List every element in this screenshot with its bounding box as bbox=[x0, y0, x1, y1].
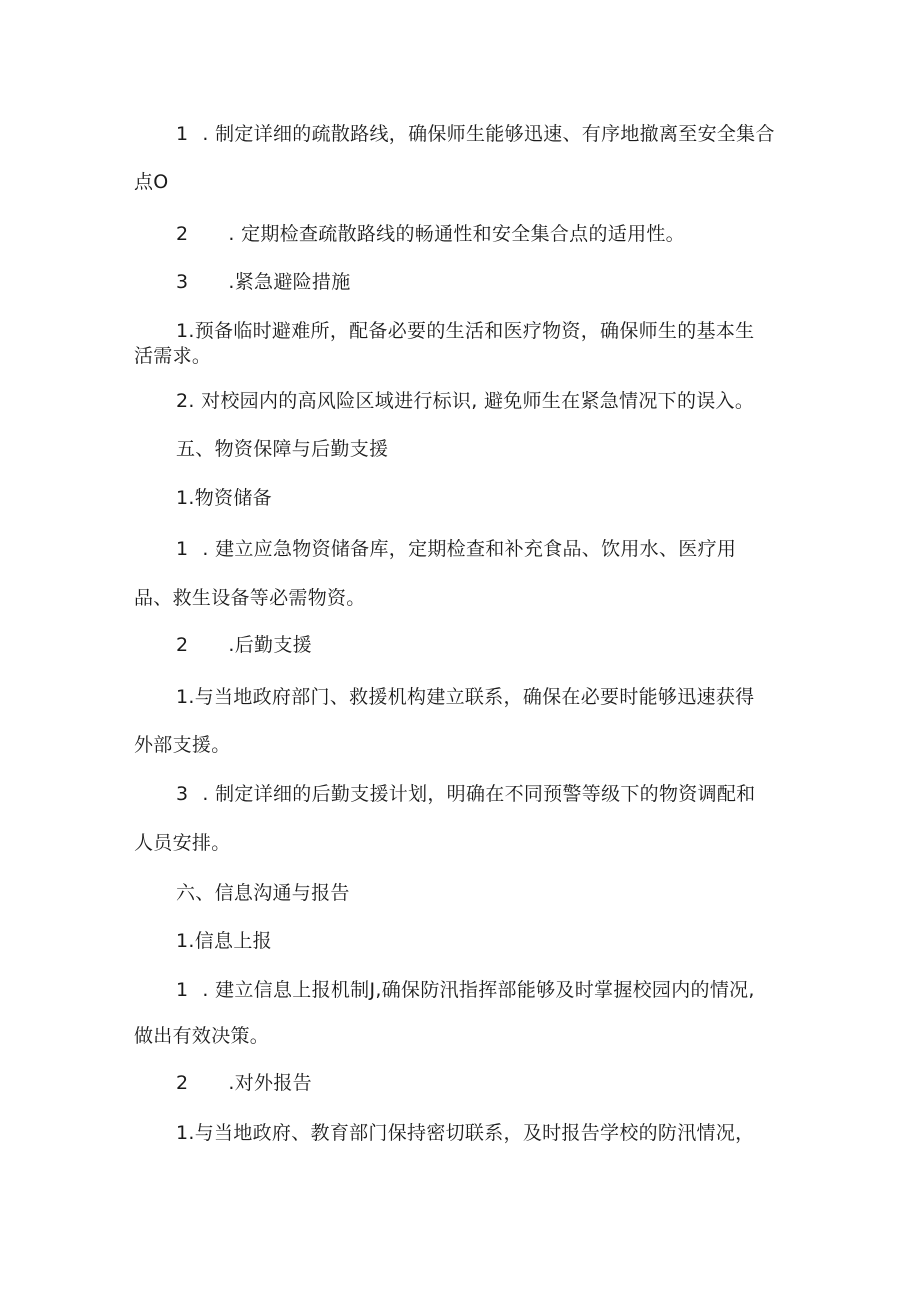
paragraph-line bbox=[176, 122, 775, 146]
line-text: 活需求。 bbox=[134, 345, 212, 367]
paragraph-line bbox=[176, 978, 755, 1002]
paragraph-line bbox=[134, 344, 211, 368]
line-text: 六、信息沟通与报告 bbox=[176, 882, 350, 904]
list-number: 1 bbox=[176, 123, 189, 145]
section-heading bbox=[176, 437, 388, 461]
list-number: 1 bbox=[176, 538, 189, 560]
section-heading bbox=[176, 270, 351, 294]
line-text: . 定期检查疏散路线的畅通性和安全集合点的适用性。 bbox=[228, 223, 685, 245]
paragraph-line bbox=[176, 782, 755, 806]
paragraph-line bbox=[176, 319, 754, 343]
paragraph-line bbox=[176, 685, 754, 709]
line-text: 点O bbox=[134, 171, 169, 193]
line-text: 1.预备临时避难所，配备必要的生活和医疗物资，确保师生的基本生 bbox=[176, 320, 755, 342]
line-text: 做出有效决策。 bbox=[134, 1025, 270, 1047]
line-text: 2. 对校园内的高风险区域进行标识, 避免师生在紧急情况下的误入。 bbox=[176, 390, 755, 412]
line-text: . 制定详细的疏散路线，确保师生能够迅速、有序地撤离至安全集合 bbox=[202, 123, 775, 145]
paragraph-line bbox=[134, 831, 231, 855]
subsection-heading bbox=[176, 633, 312, 657]
paragraph-line bbox=[134, 586, 366, 610]
line-text: 1.信息上报 bbox=[176, 930, 272, 952]
subsection-heading bbox=[176, 486, 272, 510]
line-text: 五、物资保障与后勤支援 bbox=[176, 438, 389, 460]
subsection-heading bbox=[176, 929, 272, 953]
paragraph-line bbox=[134, 1024, 269, 1048]
line-text: 品、救生设备等必需物资。 bbox=[134, 587, 366, 609]
subsection-heading bbox=[176, 1071, 312, 1095]
line-text: 1.与当地政府、教育部门保持密切联系，及时报告学校的防汛情况， bbox=[176, 1122, 755, 1144]
paragraph-line bbox=[176, 389, 754, 413]
paragraph-line bbox=[134, 733, 231, 757]
list-number: 2 bbox=[176, 1072, 189, 1094]
list-number: 2 bbox=[176, 223, 189, 245]
line-text: . 制定详细的后勤支援计划，明确在不同预警等级下的物资调配和 bbox=[202, 783, 756, 805]
line-text: 1.物资储备 bbox=[176, 487, 272, 509]
line-text: .对外报告 bbox=[228, 1072, 312, 1094]
line-text: .紧急避险措施 bbox=[228, 271, 351, 293]
paragraph-line bbox=[176, 537, 736, 561]
list-number: 3 bbox=[176, 783, 189, 805]
line-text: .后勤支援 bbox=[228, 634, 312, 656]
line-text: 1.与当地政府部门、救援机构建立联系，确保在必要时能够迅速获得 bbox=[176, 686, 755, 708]
list-number: 1 bbox=[176, 979, 189, 1001]
paragraph-line bbox=[176, 222, 685, 246]
line-text: . 建立信息上报机制J,确保防汛指挥部能够及时掌握校园内的情况, bbox=[202, 979, 755, 1001]
section-heading bbox=[176, 881, 350, 905]
list-number: 3 bbox=[176, 271, 189, 293]
line-text: . 建立应急物资储备库，定期检查和补充食品、饮用水、医疗用 bbox=[202, 538, 737, 560]
paragraph-line bbox=[134, 170, 169, 194]
paragraph-line bbox=[176, 1121, 754, 1145]
line-text: 外部支援。 bbox=[134, 734, 231, 756]
list-number: 2 bbox=[176, 634, 189, 656]
line-text: 人员安排。 bbox=[134, 832, 231, 854]
